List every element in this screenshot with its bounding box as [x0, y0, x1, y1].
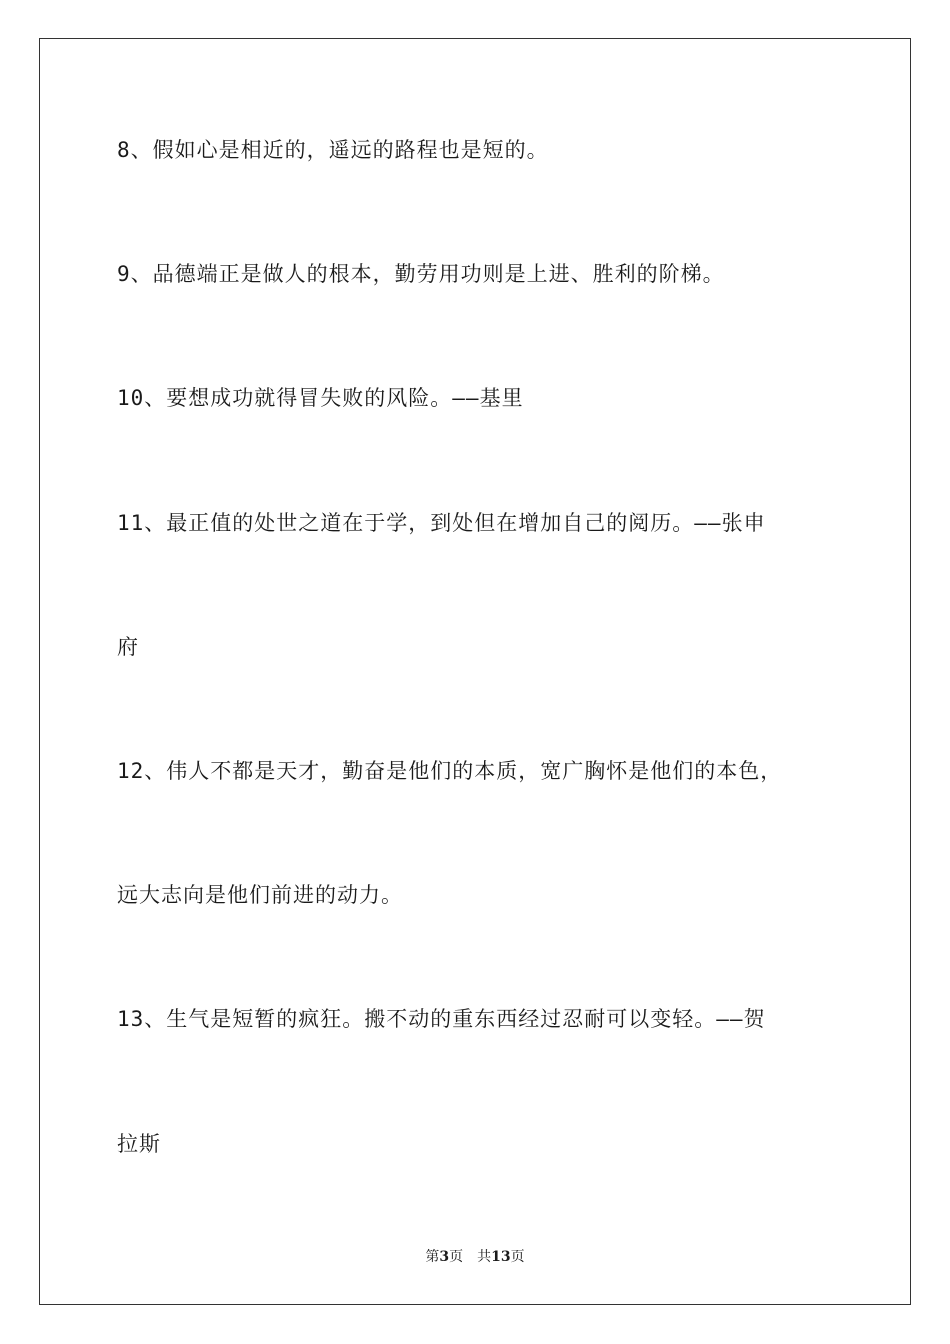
page-prefix: 第	[425, 1249, 440, 1265]
text-line-11-cont: 府	[117, 635, 139, 659]
page-number: 3	[439, 1249, 450, 1265]
total-pages: 13	[491, 1249, 511, 1265]
text-line-10: 10、要想成功就得冒失败的风险。——基里	[117, 386, 524, 410]
page-footer	[0, 1246, 950, 1266]
text-line-13-cont: 拉斯	[117, 1132, 161, 1156]
text-line-13: 13、生气是短暂的疯狂。搬不动的重东西经过忍耐可以变轻。——贺	[117, 1007, 766, 1031]
page-suffix: 页	[449, 1249, 464, 1265]
total-prefix: 共	[477, 1249, 492, 1265]
total-suffix: 页	[510, 1249, 525, 1265]
text-line-11: 11、最正值的处世之道在于学，到处但在增加自己的阅历。——张申	[117, 511, 766, 535]
text-line-12-cont: 远大志向是他们前进的动力。	[117, 883, 403, 907]
text-line-9: 9、品德端正是做人的根本，勤劳用功则是上进、胜利的阶梯。	[117, 262, 725, 286]
text-line-12: 12、伟人不都是天才，勤奋是他们的本质，宽广胸怀是他们的本色，	[117, 759, 783, 783]
page-frame	[39, 38, 911, 1305]
text-line-8: 8、假如心是相近的，遥远的路程也是短的。	[117, 138, 549, 162]
